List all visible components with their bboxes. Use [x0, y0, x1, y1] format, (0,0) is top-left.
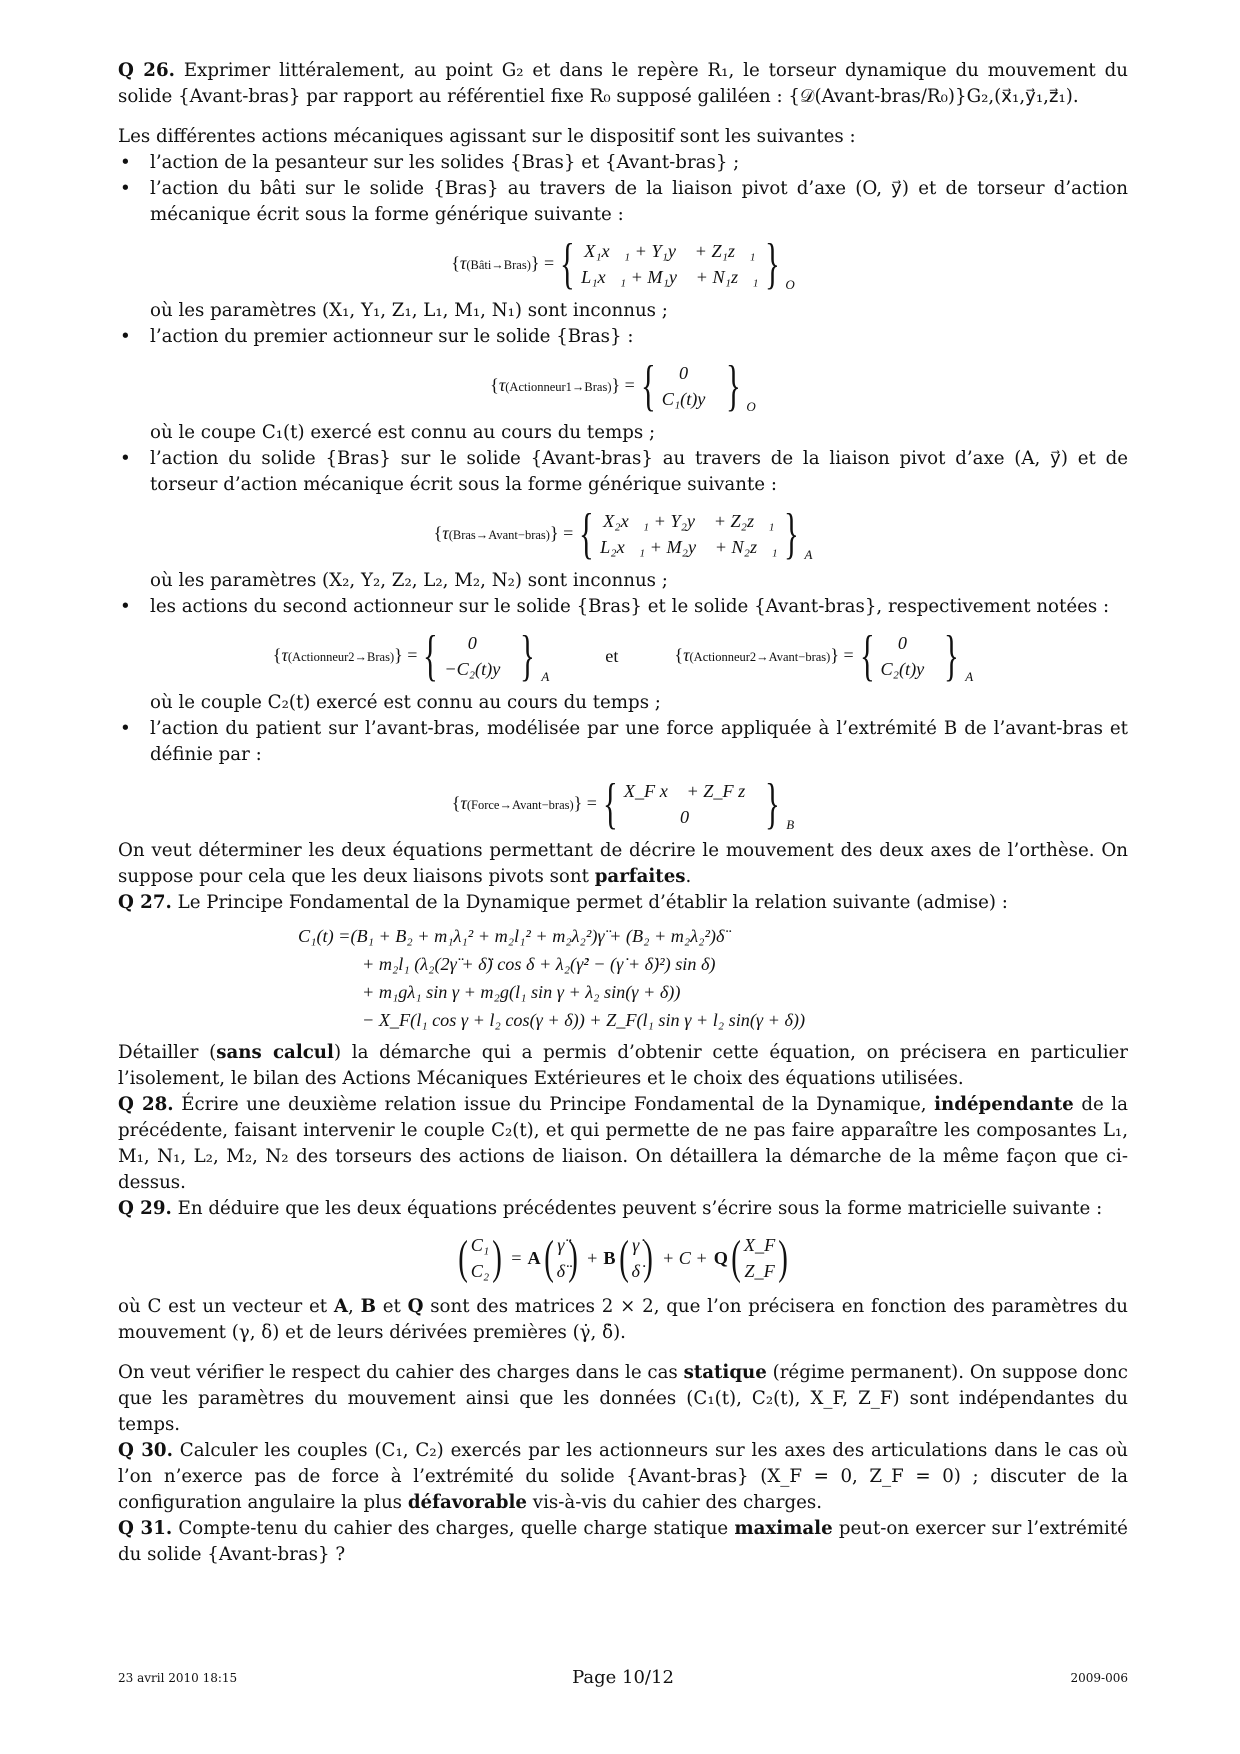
question-27: Q 27. Le Principe Fondamental de la Dynamique permet d’établir la relation suivante (admise) :: [118, 892, 1008, 913]
question-28: Q 28. Écrire une deuxième relation issue du Principe Fondamental de la Dynamique, indépendante de la précédente, faisant intervenir le couple C₂(t), et qui permette de ne pas faire apparaître les composantes L₁, M₁, N₁, L₂, M₂, N₂ des torseurs des actions de liaison. On détaillera la démarche de la même façon que ci-dessus.: [118, 1094, 1128, 1193]
params-2: où le coupe C₁(t) exercé est connu au cours du temps ;: [150, 422, 656, 443]
torseur-actionneur1: {τ(Actionneur1→Bras)} = { 0⃗ C₁(t)y⃗ } O: [490, 355, 756, 417]
question-31: Q 31. Compte-tenu du cahier des charges, quelle charge statique maximale peut-on exercer sur l’extrémité du solide {Avant-bras} ?: [118, 1518, 1128, 1565]
torseurs-actionneur2: {τ(Actionneur2→Bras)} = { 0⃗ −C₂(t)y⃗ } A et {τ(Actionneur2→Avant−bras)} = { 0⃗ C₂(t)y⃗ } A: [272, 625, 974, 687]
bullet-actionneur1: • l’action du premier actionneur sur le solide {Bras} :: [118, 324, 1128, 350]
torseur-bati-bras: {τ(Bâti→Bras)} = { X₁x⃗₁ + Y₁y⃗ + Z₁z⃗₁ L₁x⃗₁ + M₁y⃗ + N₁z⃗₁ } O: [451, 233, 795, 295]
torseur-bras-avantbras: {τ(Bras→Avant−bras)} = { X₂x⃗₁ + Y₂y⃗ + Z₂z⃗₁ L₂x⃗₁ + M₂y⃗ + N₂z⃗₁ } A: [433, 503, 813, 565]
q27-instructions: Détailler (sans calcul) la démarche qui a permis d’obtenir cette équation, on précisera en particulier l’isolement, le bilan des Actions Mécaniques Extérieures et le choix des équations utilisées.: [118, 1042, 1128, 1089]
paragraph-parfaites: On veut déterminer les deux équations permettant de décrire le mouvement des deux axes de l’orthèse. On suppose pour cela que les deux liaisons pivots sont parfaites.: [118, 840, 1128, 887]
bullet-pesanteur: • l’action de la pesanteur sur les solides {Bras} et {Avant-bras} ;: [118, 150, 1128, 176]
torseur-force: {τ(Force→Avant−bras)} = { X_F x⃗ + Z_F z⃗ 0⃗ } B: [451, 773, 795, 835]
q29-matrices: où C est un vecteur et A, B et Q sont des matrices 2 × 2, que l’on précisera en fonction des paramètres du mouvement (γ, δ) et de leurs dérivées premières (γ̇, δ̇).: [118, 1296, 1128, 1343]
footer-date: 23 avril 2010 18:15: [118, 1671, 238, 1685]
q26-text: Exprimer littéralement, au point G₂ et dans le repère R₁, le torseur dynamique du mouvement du solide {Avant-bras} par rapport au référentiel fixe R₀ supposé galiléen : {𝒟(Avant-bras/R₀)}G₂,(x⃗₁,y⃗₁,z⃗₁).: [118, 60, 1128, 107]
bullet-bras-avantbras: • l’action du solide {Bras} sur le solide {Avant-bras} au travers de la liaison pivot d’axe (A, y⃗) et de torseur d’action mécanique écrit sous la forme générique suivante :: [118, 446, 1128, 498]
params-4: où le couple C₂(t) exercé est connu au cours du temps ;: [150, 692, 661, 713]
q26-label: Q 26.: [118, 60, 175, 81]
bullet-bati: • l’action du bâti sur le solide {Bras} au travers de la liaison pivot d’axe (O, y⃗) et de torseur d’action mécanique écrit sous la forme générique suivante :: [118, 176, 1128, 228]
bullet-patient: • l’action du patient sur l’avant-bras, modélisée par une force appliquée à l’extrémité B de l’avant-bras et définie par :: [118, 716, 1128, 768]
question-30: Q 30. Calculer les couples (C₁, C₂) exercés par les actionneurs sur les axes des articulations dans le cas où l’on n’exerce pas de force à l’extrémité du solide {Avant-bras} (X_F = 0, Z_F = 0) ; discuter de la configuration angulaire la plus défavorable vis-à-vis du cahier des charges.: [118, 1440, 1128, 1513]
paragraph-statique: On veut vérifier le respect du cahier des charges dans le cas statique (régime permanent). On suppose donc que les paramètres du mouvement ainsi que les données (C₁(t), C₂(t), X_F, Z_F) sont indépendantes du temps.: [118, 1362, 1128, 1435]
bullet-actionneur2: • les actions du second actionneur sur le solide {Bras} et le solide {Avant-bras}, respectivement notées :: [118, 594, 1128, 620]
question-26: [118, 58, 1128, 110]
question-29: Q 29. En déduire que les deux équations précédentes peuvent s’écrire sous la forme matricielle suivante :: [118, 1198, 1103, 1219]
footer-page-number: Page 10/12: [572, 1667, 674, 1688]
footer-code: 2009-006: [1070, 1671, 1128, 1685]
actions-intro: Les différentes actions mécaniques agissant sur le dispositif sont les suivantes :: [118, 126, 856, 147]
matrix-equation: ( C₁ C₂ ) = A ( γ̈ δ̈ ) + B ( γ̇ δ̇ ) + C + Q ( X_F Z_F ): [458, 1231, 788, 1284]
params-1: où les paramètres (X₁, Y₁, Z₁, L₁, M₁, N₁) sont inconnus ;: [150, 300, 668, 321]
params-3: où les paramètres (X₂, Y₂, Z₂, L₂, M₂, N₂) sont inconnus ;: [150, 570, 668, 591]
page-body: [118, 58, 1128, 1568]
pfd-equation: C₁(t) =(B₁ + B₂ + m₁λ₁² + m₂l₁² + m₂λ₂²)γ̈ + (B₂ + m₂λ₂²)δ̈ + m₂l₁ (λ₂(2γ̈ + δ̈) cos δ + λ₂(γ̇² − (γ̇ + δ̇)²) sin δ) + m₁gλ₁ sin γ + m₂g(l₁ sin γ + λ₂ sin(γ + δ)) − X_F(l₁ cos γ + l₂ cos(γ + δ)) + Z_F(l₁ sin γ + l₂ sin(γ + δ)): [298, 926, 806, 1030]
